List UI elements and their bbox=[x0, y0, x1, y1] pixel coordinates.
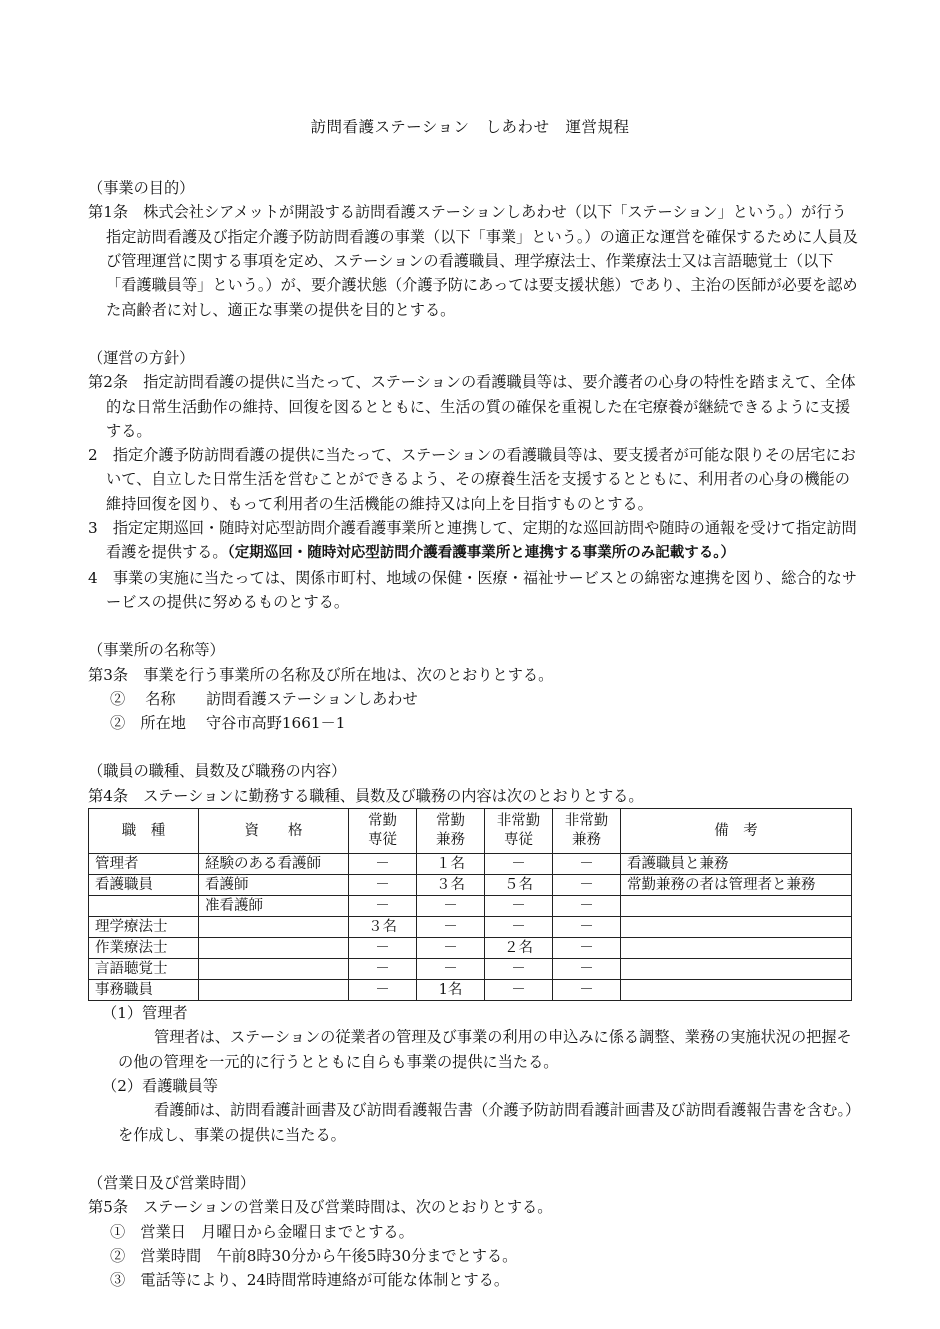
header-job-type: 職 種 bbox=[89, 809, 199, 854]
cell-value: － bbox=[553, 959, 621, 980]
article-2-paragraph-3-text: 3 指定定期巡回・随時対応型訪問介護看護事業所と連携して、定期的な巡回訪問や随時の通報を受けて指定訪問看護を提供する。 bbox=[88, 519, 857, 562]
cell-value: － bbox=[553, 854, 621, 875]
header-remarks: 備 考 bbox=[621, 809, 852, 854]
cell-remarks bbox=[621, 938, 852, 959]
cell-value: － bbox=[485, 917, 553, 938]
cell-qualification bbox=[199, 917, 349, 938]
table-row bbox=[89, 959, 852, 980]
cell-qualification: 准看護師 bbox=[199, 896, 349, 917]
table-row bbox=[89, 938, 852, 959]
staff-table-header bbox=[89, 809, 852, 854]
cell-job: 看護職員 bbox=[89, 875, 199, 896]
section-heading-policy: （運営の方針） bbox=[88, 348, 195, 367]
header-fulltime-dedicated: 常勤 専従 bbox=[349, 809, 417, 854]
cell-value: － bbox=[349, 896, 417, 917]
cell-value: ５名 bbox=[485, 875, 553, 896]
cell-remarks bbox=[621, 980, 852, 1001]
cell-remarks bbox=[621, 896, 852, 917]
cell-value: 1名 bbox=[417, 980, 485, 1001]
cell-value: － bbox=[417, 917, 485, 938]
manager-subheading: （1）管理者 bbox=[102, 1004, 188, 1023]
cell-value: － bbox=[417, 896, 485, 917]
cell-value: － bbox=[485, 854, 553, 875]
cell-value: － bbox=[417, 959, 485, 980]
article-2-paragraph-3-note: （定期巡回・随時対応型訪問介護看護事業所と連携する事業所のみ記載する。） bbox=[227, 545, 735, 562]
cell-remarks bbox=[621, 917, 852, 938]
cell-value: － bbox=[349, 875, 417, 896]
cell-value: － bbox=[553, 896, 621, 917]
article-4: 第4条 ステーションに勤務する職種、員数及び職務の内容は次のとおりとする。 bbox=[88, 786, 644, 805]
article-2-paragraph-3 bbox=[88, 516, 858, 566]
staff-table bbox=[88, 808, 852, 1001]
cell-remarks bbox=[621, 959, 852, 980]
header-qualification: 資 格 bbox=[199, 809, 349, 854]
nursing-staff-description: 看護師は、訪問看護計画書及び訪問看護報告書（介護予防訪問看護計画書及び訪問看護報告書を含む。）を作成し、事業の提供に当たる。 bbox=[118, 1101, 853, 1144]
cell-value: － bbox=[553, 938, 621, 959]
article-3: 第3条 事業を行う事業所の名称及び所在地は、次のとおりとする。 bbox=[88, 665, 554, 684]
nursing-staff-subheading: （2）看護職員等 bbox=[102, 1077, 218, 1095]
cell-value: － bbox=[553, 875, 621, 896]
table-row bbox=[89, 896, 852, 917]
office-name-item: ② 名称 訪問看護ステーションしあわせ bbox=[110, 689, 418, 708]
cell-value: － bbox=[485, 980, 553, 1001]
header-fulltime-concurrent: 常勤 兼務 bbox=[417, 809, 485, 854]
section-heading-purpose: （事業の目的） bbox=[88, 179, 195, 197]
cell-value: － bbox=[485, 896, 553, 917]
cell-qualification: 看護師 bbox=[199, 875, 349, 896]
document-body bbox=[88, 176, 858, 1293]
document-title: 訪問看護ステーション しあわせ 運営規程 bbox=[310, 118, 630, 136]
table-row bbox=[89, 980, 852, 1001]
table-row bbox=[89, 917, 852, 938]
cell-value: － bbox=[553, 980, 621, 1001]
cell-value: ２名 bbox=[485, 938, 553, 959]
cell-remarks: 看護職員と兼務 bbox=[621, 854, 852, 875]
cell-value: － bbox=[349, 854, 417, 875]
business-hours-item: ② 営業時間 午前8時30分から午後5時30分までとする。 bbox=[110, 1246, 518, 1265]
business-days-item: ① 営業日 月曜日から金曜日までとする。 bbox=[110, 1222, 414, 1241]
cell-job: 作業療法士 bbox=[89, 938, 199, 959]
header-parttime-dedicated: 非常勤 専従 bbox=[485, 809, 553, 854]
cell-value: － bbox=[349, 938, 417, 959]
cell-value: － bbox=[553, 917, 621, 938]
cell-job: 事務職員 bbox=[89, 980, 199, 1001]
cell-value: ３名 bbox=[417, 875, 485, 896]
cell-job: 理学療法士 bbox=[89, 917, 199, 938]
section-heading-staff: （職員の職種、員数及び職務の内容） bbox=[88, 762, 347, 781]
cell-qualification bbox=[199, 959, 349, 980]
cell-value: １名 bbox=[417, 854, 485, 875]
cell-remarks: 常勤兼務の者は管理者と兼務 bbox=[621, 875, 852, 896]
article-2-paragraph-1: 第2条 指定訪問看護の提供に当たって、ステーションの看護職員等は、要介護者の心身の特性を踏まえて、全体的な日常生活動作の維持、回復を図るとともに、生活の質の確保を重視した在宅療養が継続できるように支援する。 bbox=[88, 373, 856, 440]
article-1: 第1条 株式会社シアメットが開設する訪問看護ステーションしあわせ（以下「ステーション」という。）が行う指定訪問看護及び指定介護予防訪問看護の事業（以下「事業」という。）の適正な運営を確保するために人員及び管理運営に関する事項を定め、ステーションの看護職員、理学療法士、作業療法士又は言語聴覚士（以下「看護職員等」という。）が、要介護状態（介護予防にあっては要支援状態）であり、主治の医師が必要を認めた高齢者に対し、適正な事業の提供を目的とする。 bbox=[88, 203, 858, 319]
cell-qualification bbox=[199, 980, 349, 1001]
article-2-paragraph-4: 4 事業の実施に当たっては、関係市町村、地域の保健・医療・福祉サービスとの綿密な連携を図り、総合的なサービスの提供に努めるものとする。 bbox=[88, 568, 858, 611]
cell-qualification: 経験のある看護師 bbox=[199, 854, 349, 875]
office-address-item: ② 所在地 守谷市高野1661－1 bbox=[110, 714, 346, 733]
article-2-paragraph-2: 2 指定介護予防訪問看護の提供に当たって、ステーションの看護職員等は、要支援者が可能な限りその居宅において、自立した日常生活を営むことができるよう、その療養生活を支援するとともに、利用者の心身の機能の維持回復を図り、もって利用者の生活機能の維持又は向上を目指すものとする。 bbox=[88, 446, 856, 513]
section-heading-name: （事業所の名称等） bbox=[88, 641, 225, 660]
cell-job: 言語聴覚士 bbox=[89, 959, 199, 980]
cell-job: 管理者 bbox=[89, 854, 199, 875]
cell-value: ３名 bbox=[349, 917, 417, 938]
cell-job bbox=[89, 896, 199, 917]
table-row bbox=[89, 854, 852, 875]
contact-system-item: ③ 電話等により、24時間常時連絡が可能な体制とする。 bbox=[110, 1271, 510, 1290]
table-row bbox=[89, 875, 852, 896]
cell-value: － bbox=[417, 938, 485, 959]
section-heading-hours: （営業日及び営業時間） bbox=[88, 1173, 256, 1192]
cell-qualification bbox=[199, 938, 349, 959]
cell-value: － bbox=[349, 980, 417, 1001]
manager-description: 管理者は、ステーションの従業者の管理及び事業の利用の申込みに係る調整、業務の実施状況の把握その他の管理を一元的に行うとともに自らも事業の提供に当たる。 bbox=[118, 1028, 852, 1071]
cell-value: － bbox=[349, 959, 417, 980]
article-5: 第5条 ステーションの営業日及び営業時間は、次のとおりとする。 bbox=[88, 1198, 553, 1217]
cell-value: － bbox=[485, 959, 553, 980]
header-parttime-concurrent: 非常勤 兼務 bbox=[553, 809, 621, 854]
